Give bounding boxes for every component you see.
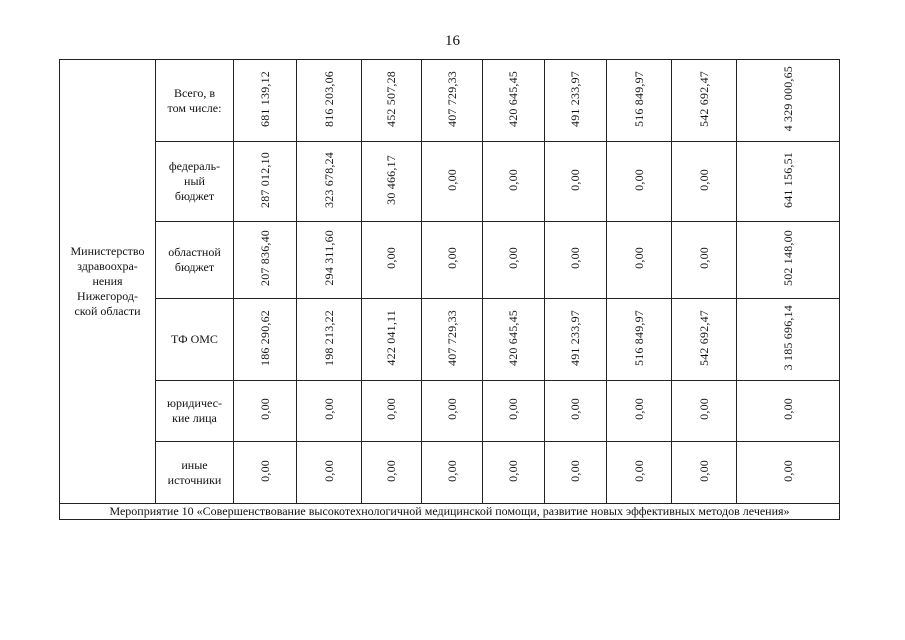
organization-line: Министерство xyxy=(70,244,145,258)
value-text: 0,00 xyxy=(780,459,795,482)
value-text: 0,00 xyxy=(506,459,520,482)
value-text: 0,00 xyxy=(444,459,459,482)
value-text: 420 645,45 xyxy=(506,70,520,127)
value-cell-year-7 xyxy=(607,222,672,299)
table-row xyxy=(60,222,840,299)
funding-source-line: юридичес- xyxy=(167,396,222,410)
funding-source-cell xyxy=(156,442,234,504)
value-cell-year-4 xyxy=(422,142,483,222)
value-text: 516 849,97 xyxy=(631,309,646,366)
page-number: 16 xyxy=(445,33,460,49)
value-cell-total xyxy=(737,442,840,504)
activity-row xyxy=(60,504,840,520)
value-cell-total xyxy=(737,381,840,442)
value-text: 491 233,97 xyxy=(568,70,582,127)
funding-source-line: областной xyxy=(168,245,221,259)
value-text: 0,00 xyxy=(631,398,646,420)
organization-cell xyxy=(60,60,156,504)
value-text: 0,00 xyxy=(257,398,272,420)
value-text: 0,00 xyxy=(631,247,646,269)
value-text: 0,00 xyxy=(631,168,646,191)
value-text: 0,00 xyxy=(384,459,398,482)
organization-line: нения xyxy=(92,274,123,288)
organization-line: Нижегород- xyxy=(77,289,138,303)
value-cell-year-6 xyxy=(545,299,607,381)
value-cell-year-7 xyxy=(607,299,672,381)
table-row xyxy=(60,442,840,504)
value-cell-year-8 xyxy=(672,142,737,222)
value-text: 287 012,10 xyxy=(257,151,272,208)
value-text: 0,00 xyxy=(444,398,459,420)
value-text: 0,00 xyxy=(568,398,582,420)
value-text: 0,00 xyxy=(321,459,336,482)
funding-source-line: ный xyxy=(184,174,205,188)
value-text: 0,00 xyxy=(444,168,459,191)
value-cell-year-5 xyxy=(483,442,545,504)
funding-source-cell xyxy=(156,142,234,222)
table-body xyxy=(60,60,840,520)
value-text: 0,00 xyxy=(631,459,646,482)
funding-source-line: источники xyxy=(167,472,222,487)
funding-source-cell xyxy=(156,222,234,299)
value-cell-year-6 xyxy=(545,442,607,504)
value-text: 4 329 000,65 xyxy=(780,65,795,132)
value-cell-year-6 xyxy=(545,381,607,442)
value-text: 0,00 xyxy=(444,247,459,269)
value-cell-year-4 xyxy=(422,381,483,442)
value-text: 0,00 xyxy=(696,168,711,191)
value-text: 0,00 xyxy=(506,168,520,191)
value-text: 422 041,11 xyxy=(384,309,398,366)
value-text: 516 849,97 xyxy=(631,70,646,127)
value-text: 0,00 xyxy=(780,398,795,420)
organization-line: здравоохра- xyxy=(77,259,138,273)
funding-source-line: ТФ ОМС xyxy=(171,332,218,346)
value-text: 294 311,60 xyxy=(321,230,336,286)
value-cell-year-1 xyxy=(234,222,297,299)
value-cell-year-5 xyxy=(483,60,545,142)
funding-source-line: бюджет xyxy=(174,189,215,203)
value-cell-year-5 xyxy=(483,381,545,442)
value-text: 0,00 xyxy=(321,398,336,420)
funding-source-cell xyxy=(156,299,234,381)
value-cell-year-2 xyxy=(297,142,362,222)
value-cell-year-4 xyxy=(422,299,483,381)
value-cell-year-7 xyxy=(607,442,672,504)
value-text: 542 692,47 xyxy=(696,309,711,366)
value-text: 0,00 xyxy=(506,247,520,269)
value-cell-year-5 xyxy=(483,222,545,299)
value-text: 0,00 xyxy=(384,247,398,269)
table-row xyxy=(60,381,840,442)
value-text: 407 729,33 xyxy=(444,70,459,127)
budget-table xyxy=(59,59,840,520)
value-cell-year-3 xyxy=(362,60,422,142)
value-cell-year-8 xyxy=(672,60,737,142)
table-row xyxy=(60,60,840,142)
funding-source-line: бюджет xyxy=(174,260,215,274)
value-cell-year-3 xyxy=(362,299,422,381)
value-text: 0,00 xyxy=(568,247,582,269)
value-text: 0,00 xyxy=(568,459,582,482)
value-text: 3 185 696,14 xyxy=(780,304,795,371)
value-cell-year-3 xyxy=(362,442,422,504)
value-text: 186 290,62 xyxy=(257,309,272,366)
value-cell-year-1 xyxy=(234,442,297,504)
funding-source-cell xyxy=(156,381,234,442)
value-cell-year-1 xyxy=(234,381,297,442)
value-text: 502 148,00 xyxy=(780,230,795,286)
value-text: 816 203,06 xyxy=(321,70,336,127)
funding-source-line: том числе: xyxy=(167,100,222,115)
value-text: 641 156,51 xyxy=(780,151,795,208)
value-cell-year-1 xyxy=(234,299,297,381)
value-cell-year-3 xyxy=(362,381,422,442)
value-text: 0,00 xyxy=(696,247,711,269)
value-cell-year-2 xyxy=(297,222,362,299)
value-text: 0,00 xyxy=(696,459,711,482)
value-cell-total xyxy=(737,299,840,381)
funding-source-line: иные xyxy=(181,457,208,472)
organization-line: ской области xyxy=(74,304,141,318)
value-text: 681 139,12 xyxy=(257,70,272,127)
value-cell-year-5 xyxy=(483,299,545,381)
value-text: 0,00 xyxy=(257,459,272,482)
value-cell-year-2 xyxy=(297,60,362,142)
value-cell-year-2 xyxy=(297,381,362,442)
value-cell-year-4 xyxy=(422,222,483,299)
value-cell-year-4 xyxy=(422,60,483,142)
value-text: 0,00 xyxy=(384,398,398,420)
funding-source-line: кие лица xyxy=(172,411,217,425)
value-text: 542 692,47 xyxy=(696,70,711,127)
value-cell-year-6 xyxy=(545,222,607,299)
value-cell-year-6 xyxy=(545,60,607,142)
value-cell-year-7 xyxy=(607,60,672,142)
value-cell-year-2 xyxy=(297,299,362,381)
value-text: 198 213,22 xyxy=(321,309,336,366)
value-cell-year-8 xyxy=(672,222,737,299)
value-text: 0,00 xyxy=(696,398,711,420)
value-text: 420 645,45 xyxy=(506,309,520,366)
funding-source-cell xyxy=(156,60,234,142)
value-cell-year-4 xyxy=(422,442,483,504)
value-cell-year-8 xyxy=(672,381,737,442)
value-cell-year-7 xyxy=(607,381,672,442)
value-cell-year-5 xyxy=(483,142,545,222)
value-cell-year-1 xyxy=(234,60,297,142)
value-cell-year-7 xyxy=(607,142,672,222)
activity-title: Мероприятие 10 «Совершенствование высокотехнологичной медицинской помощи, развитие новых эффективных методов лечения» xyxy=(60,504,840,520)
table-row xyxy=(60,142,840,222)
value-cell-year-3 xyxy=(362,142,422,222)
value-text: 0,00 xyxy=(506,398,520,420)
value-cell-total xyxy=(737,222,840,299)
value-text: 452 507,28 xyxy=(384,70,398,127)
value-cell-year-8 xyxy=(672,299,737,381)
value-cell-year-6 xyxy=(545,142,607,222)
value-cell-year-3 xyxy=(362,222,422,299)
table-row xyxy=(60,299,840,381)
value-cell-year-1 xyxy=(234,142,297,222)
funding-source-line: федераль- xyxy=(168,159,221,173)
value-cell-total xyxy=(737,60,840,142)
value-text: 491 233,97 xyxy=(568,309,582,366)
value-text: 30 466,17 xyxy=(384,154,398,205)
value-cell-year-8 xyxy=(672,442,737,504)
value-text: 0,00 xyxy=(568,168,582,191)
value-cell-total xyxy=(737,142,840,222)
value-text: 407 729,33 xyxy=(444,309,459,366)
value-cell-year-2 xyxy=(297,442,362,504)
value-text: 323 678,24 xyxy=(321,151,336,208)
funding-source-line: Всего, в xyxy=(173,85,216,100)
value-text: 207 836,40 xyxy=(257,230,272,286)
